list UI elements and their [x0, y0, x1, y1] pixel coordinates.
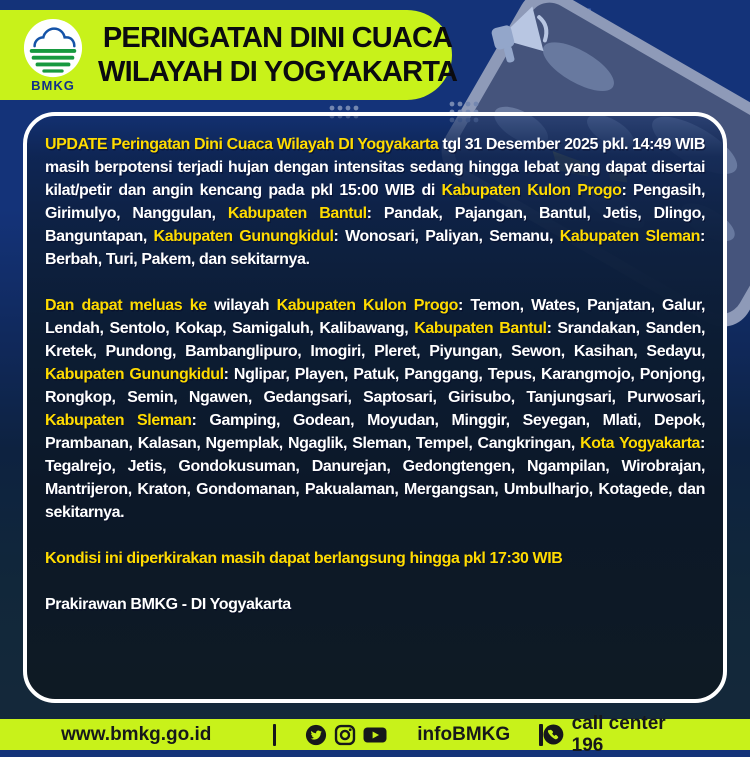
- footer-social-handle: infoBMKG: [417, 723, 511, 745]
- page-title-line1: PERINGATAN DINI CUACA: [102, 22, 453, 54]
- footer-divider: [273, 724, 277, 746]
- page-title: [98, 21, 483, 89]
- youtube-icon: [363, 724, 387, 746]
- warning-paragraph-duration: Kondisi ini diperkirakan masih dapat berlangsung hingga pkl 17:30 WIB: [45, 550, 563, 567]
- bmkg-logo-icon: [22, 17, 84, 79]
- bmkg-logo: [22, 17, 84, 93]
- footer-call-center-label: call center 196: [571, 712, 666, 756]
- footer-website: www.bmkg.go.id: [61, 723, 212, 745]
- warning-content-box: [23, 112, 727, 703]
- twitter-icon: [305, 724, 327, 746]
- footer-bar: [0, 712, 750, 756]
- phone-icon: [543, 723, 564, 746]
- page-title-line2: WILAYAH DI YOGYAKARTA: [98, 56, 458, 88]
- header-banner: [0, 10, 458, 100]
- footer-social-group: [305, 724, 510, 746]
- warning-paragraph-update: UPDATE Peringatan Dini Cuaca Wilayah DI Yogyakarta tgl 31 Desember 2025 pkl. 14:49 WIB masih berpotensi terjadi hujan dengan intensitas sedang hingga lebat yang dapat disertai kilat/petir dan angin kencang pada pkl 15:00 WIB di Kabupaten Kulon Progo: Pengasih, Girimulyo, Nanggulan, Kabupaten Bantul: Pandak, Pajangan, Bantul, Jetis, Dlingo, Banguntapan, Kabupaten Gunungkidul: Wonosari, Paliyan, Semanu, Kabupaten Sleman: Berbah, Turi, Pakem, dan sekitarnya.: [45, 136, 706, 268]
- warning-paragraph-forecaster: Prakirawan BMKG - DI Yogyakarta: [45, 596, 291, 613]
- instagram-icon: [334, 724, 356, 746]
- bmkg-logo-label: BMKG: [31, 78, 75, 93]
- warning-paragraph-expansion: Dan dapat meluas ke wilayah Kabupaten Kulon Progo: Temon, Wates, Panjatan, Galur, Lendah, Sentolo, Kokap, Samigaluh, Kalibawang, Kabupaten Bantul: Srandakan, Sanden, Kretek, Pundong, Bambanglipuro, Imogiri, Pleret, Piyungan, Sewon, Kasihan, Sedayu, Kabupaten Gunungkidul: Nglipar, Playen, Patuk, Panggang, Tepus, Karangmojo, Ponjong, Rongkop, Semin, Ngawen, Gedangsari, Saptosari, Girisubo, Tanjungsari, Purwosari, Kabupaten Sleman: Gamping, Godean, Moyudan, Minggir, Seyegan, Mlati, Depok, Prambanan, Kalasan, Ngemplak, Ngaglik, Sleman, Tempel, Cangkringan, Kota Yogyakarta: Tegalrejo, Jetis, Gondokusuman, Danurejan, Gedongtengen, Ngampilan, Wirobrajan, Mantrijeron, Kraton, Gondomanan, Pakualaman, Mergangsan, Umbulharjo, Kotagede, dan sekitarnya.: [45, 297, 706, 521]
